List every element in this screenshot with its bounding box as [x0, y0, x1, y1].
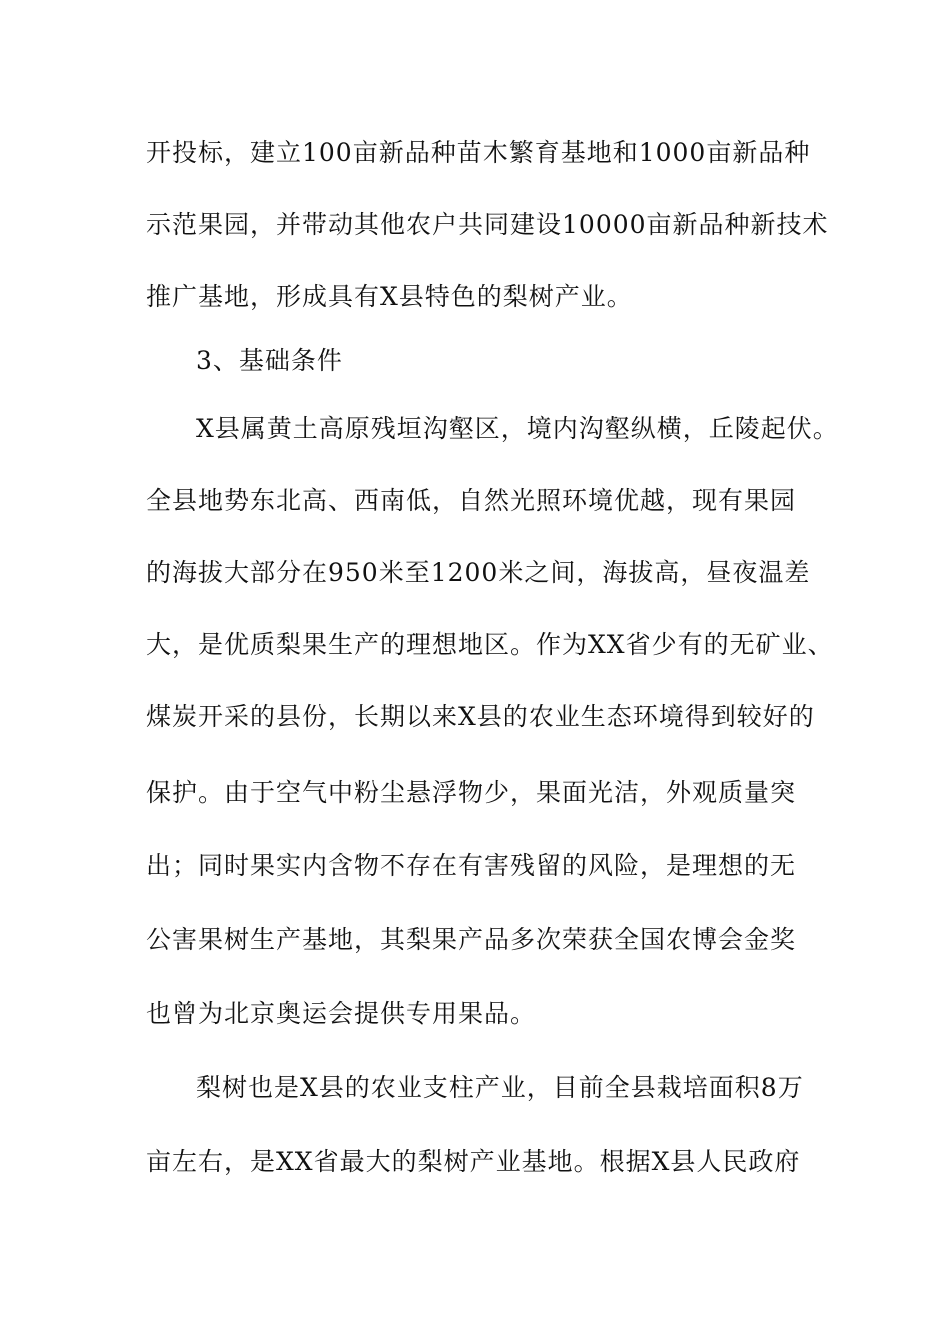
- section-heading: 3、基础条件: [196, 346, 343, 375]
- paragraph-line: 梨树也是X县的农业支柱产业，目前全县栽培面积8万: [196, 1073, 804, 1102]
- paragraph-line: 也曾为北京奥运会提供专用果品。: [146, 999, 537, 1028]
- paragraph-line: X县属黄土高原残垣沟壑区，境内沟壑纵横，丘陵起伏。: [196, 414, 839, 443]
- paragraph-line: 保护。由于空气中粉尘悬浮物少，果面光洁，外观质量突: [146, 778, 797, 807]
- paragraph-line: 煤炭开采的县份，长期以来X县的农业生态环境得到较好的: [146, 702, 815, 731]
- paragraph-line: 出；同时果实内含物不存在有害残留的风险，是理想的无: [146, 851, 797, 880]
- paragraph-line: 的海拔大部分在950米至1200米之间，海拔高，昼夜温差: [146, 558, 811, 587]
- paragraph-line: 开投标，建立100亩新品种苗木繁育基地和1000亩新品种: [146, 138, 811, 167]
- paragraph-line: 公害果树生产基地，其梨果产品多次荣获全国农博会金奖: [146, 925, 797, 954]
- paragraph-line: 亩左右，是XX省最大的梨树产业基地。根据X县人民政府: [146, 1147, 801, 1176]
- paragraph-line: 示范果园，并带动其他农户共同建设10000亩新品种新技术: [146, 210, 829, 239]
- paragraph-line: 大，是优质梨果生产的理想地区。作为XX省少有的无矿业、: [146, 630, 834, 659]
- paragraph-line: 推广基地，形成具有X县特色的梨树产业。: [146, 282, 633, 311]
- paragraph-line: 全县地势东北高、西南低，自然光照环境优越，现有果园: [146, 486, 797, 515]
